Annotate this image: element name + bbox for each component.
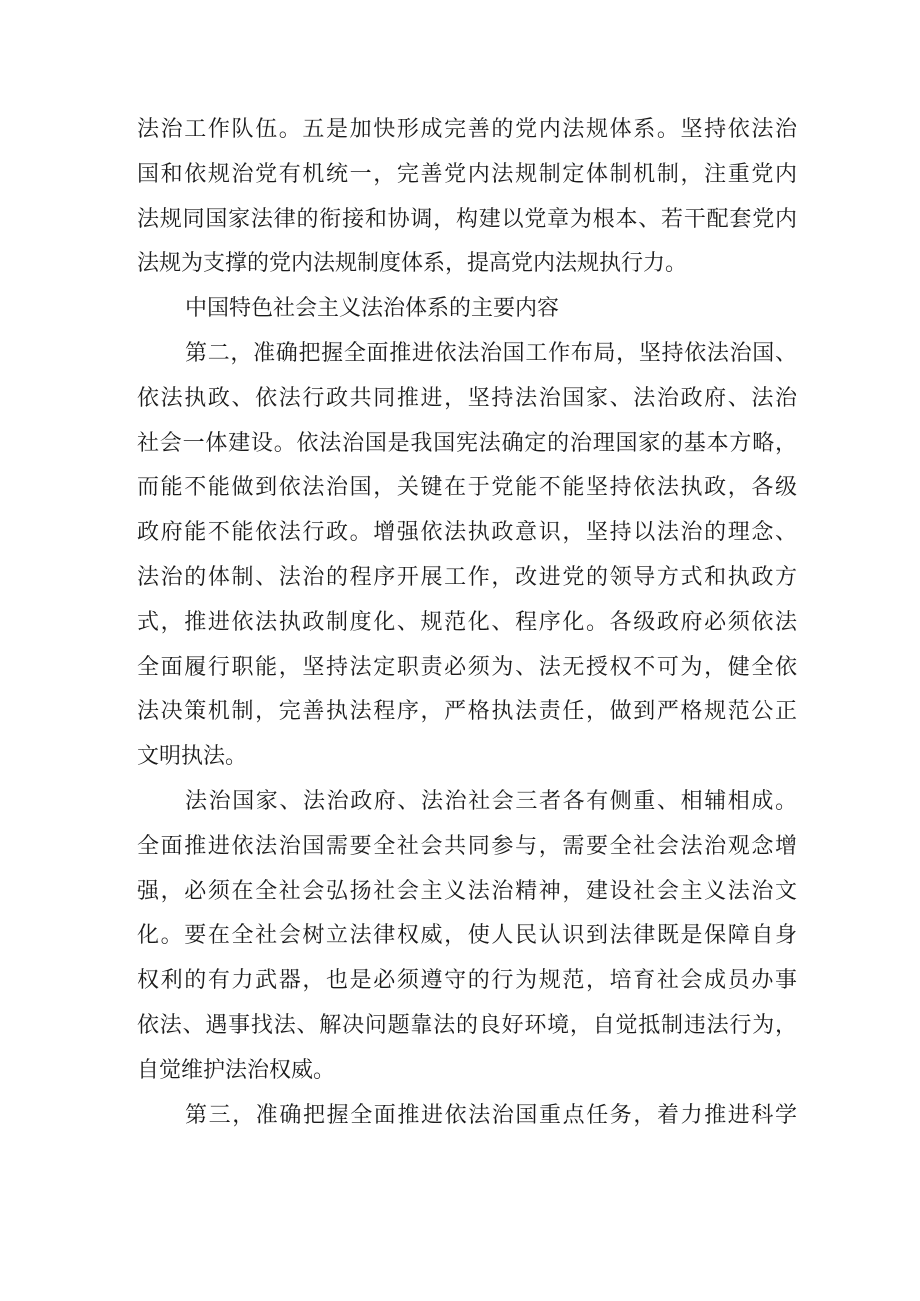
text-line: 社会一体建设。依法治国是我国宪法确定的治理国家的基本方略， [137, 430, 797, 456]
text-line: 依法执政、依法行政共同推进，坚持法治国家、法治政府、法治 [137, 385, 797, 411]
text-line: 权利的有力武器，也是必须遵守的行为规范，培育社会成员办事 [137, 968, 797, 994]
text-line: 文明执法。 [137, 744, 248, 770]
text-line: 法治的体制、法治的程序开展工作，改进党的领导方式和执政方 [137, 564, 797, 590]
text-line: 而能不能做到依法治国，关键在于党能不能坚持依法执政，各级 [137, 475, 797, 501]
text-line: 全面履行职能，坚持法定职责必须为、法无授权不可为，健全依 [137, 654, 797, 680]
text-line: 法治工作队伍。五是加快形成完善的党内法规体系。坚持依法治 [137, 117, 797, 142]
text-line: 法规为支撑的党内法规制度体系，提高党内法规执行力。 [137, 251, 688, 277]
text-line: 自觉维护法治权威。 [137, 1057, 336, 1083]
text-line: 国和依规治党有机统一，完善党内法规制定体制机制，注重党内 [137, 161, 797, 187]
text-line: 法规同国家法律的衔接和协调，构建以党章为根本、若干配套党内 [137, 206, 797, 232]
text-line: 第二，准确把握全面推进依法治国工作布局，坚持依法治国、 [185, 340, 797, 366]
text-line: 政府能不能依法行政。增强依法执政意识，坚持以法治的理念、 [137, 520, 797, 546]
text-line: 化。要在全社会树立法律权威，使人民认识到法律既是保障自身 [137, 923, 797, 949]
text-line: 式，推进依法执政制度化、规范化、程序化。各级政府必须依法 [137, 609, 797, 635]
text-line: 依法、遇事找法、解决问题靠法的良好环境，自觉抵制违法行为， [137, 1012, 797, 1038]
section-heading: 中国特色社会主义法治体系的主要内容 [185, 296, 560, 322]
document-body [137, 108, 797, 1138]
text-line: 第三，准确把握全面推进依法治国重点任务，着力推进科学 [185, 1102, 797, 1128]
text-line: 全面推进依法治国需要全社会共同参与，需要全社会法治观念增 [137, 833, 797, 859]
text-line: 法治国家、法治政府、法治社会三者各有侧重、相辅相成。 [185, 788, 797, 814]
text-line: 法决策机制，完善执法程序，严格执法责任，做到严格规范公正 [137, 699, 797, 725]
text-line: 强，必须在全社会弘扬社会主义法治精神，建设社会主义法治文 [137, 878, 797, 904]
